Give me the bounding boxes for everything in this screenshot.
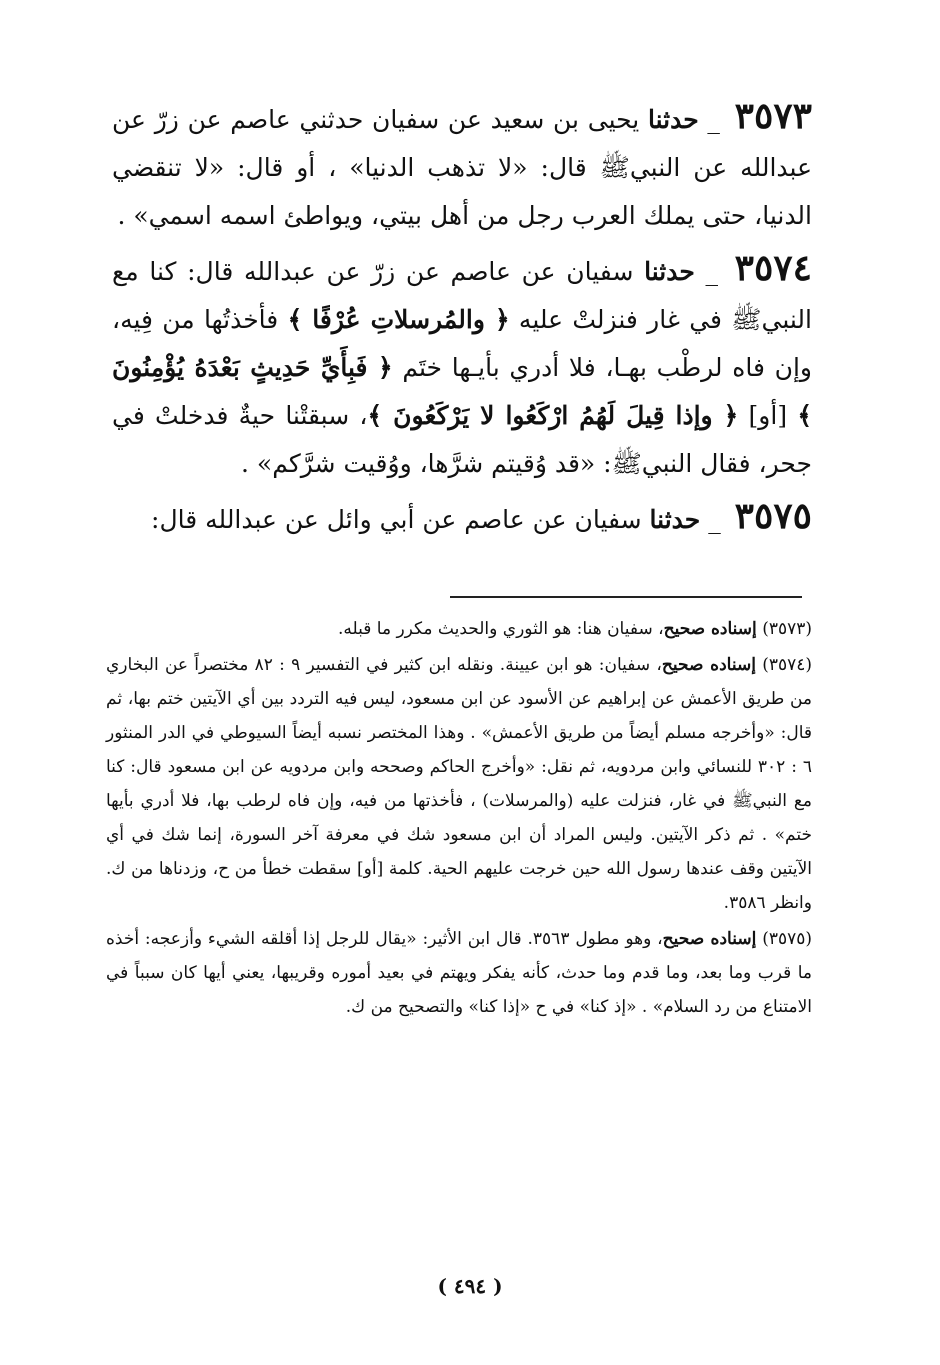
footnote-3573 xyxy=(106,612,812,646)
hadith-dash: _ xyxy=(694,257,729,286)
footnote-text: ، وهو مطول ٣٥٦٣. قال ابن الأثير: «يقال للرجل إذا أقلقه الشيء وأزعجه: أخذه ما قرب وما بعد، وما قدم وما حدث، كأنه يفكر ويهتم في بعيد أموره وقريبها، يعني أيها كان سبباً في الامتناع من رد السلام» . «إذ كنا» في ح «إذا كنا» والتصحيح من ك. xyxy=(106,929,812,1017)
hadith-text: يحيى بن سعيد عن سفيان حدثني عاصم عن زرّ عن عبدالله عن النبيﷺ قال: «لا تذهب الدنيا» ، أو قال: «لا تنقضي الدنيا، حتى يملك العرب رجل من أهل بيتي، ويواطئ اسمه اسمي» . xyxy=(112,105,812,230)
footnote-grade: إسناده صحيح xyxy=(662,929,757,949)
main-text xyxy=(112,92,812,548)
quran-verse: ﴿ والمُرسلاتِ عُرْفًا ﴾ xyxy=(287,305,510,334)
hadith-text: سفيان عن عاصم عن زرّ عن عبدالله قال: كنا مع النبيﷺ في غار فنزلتْ عليه xyxy=(112,257,812,334)
page-number: ( ٤٩٤ ) xyxy=(437,1274,503,1298)
hadith-number: ٣٥٧٣ xyxy=(734,95,812,137)
hadith-text: فأخذتُها من فِيه، وإن فاه لرطْب بهـا، فلا أدري بأيـها ختَم xyxy=(112,305,812,382)
footnote-number: (٣٥٧٣) xyxy=(762,619,812,639)
hadith-label: حدثنا xyxy=(649,505,701,534)
hadith-3575 xyxy=(112,492,812,544)
footnotes xyxy=(106,612,812,1026)
footnote-text: ، سفيان: هو ابن عيينة. ونقله ابن كثير في التفسير ٩ : ٨٢ مختصراً عن البخاري من طريق الأعمش عن إبراهيم عن الأسود عن ابن مسعود، ليس فيه التردد بين أي الآيتين ختم بها، ثم قال: «وأخرجه مسلم أيضاً من طريق الأعمش» . وهذا المختصر نسبه أيضاً السيوطي في الدر المنثور ٦ : ٣٠٢ للنسائي وابن مردويه، ثم نقل: «وأخرج الحاكم وصححه وابن مردويه عن ابن مسعود قال: كنا مع النبيﷺ في غار، فنزلت عليه (والمرسلات) ، فأخذتها من فيه، وإن فاه لرطب بها، فلا أدري بأيها ختم» . ثم ذكر الآيتين. وليس المراد أن ابن مسعود شك في معرفة آخر السورة، إنما شك في أي الآيتين وقف عندها رسول الله حين خرجت عليهم الحية. كلمة [أو] سقطت خطأ من ح، وزدناها من ك. وانظر ٣٥٨٦. xyxy=(106,655,812,913)
footnote-number: (٣٥٧٤) xyxy=(762,655,813,675)
hadith-3574 xyxy=(112,244,812,488)
hadith-text: [أو] xyxy=(738,401,798,430)
footnote-text: ، سفيان هنا: هو الثوري والحديث مكرر ما قبله. xyxy=(337,619,664,639)
hadith-number: ٣٥٧٤ xyxy=(734,247,812,289)
hadith-text: سفيان عن عاصم عن أبي وائل عن عبدالله قال: xyxy=(151,505,650,534)
hadith-dash: _ xyxy=(700,505,729,534)
footnote-grade: إسناده صحيح xyxy=(663,619,757,639)
footnote-3575 xyxy=(106,922,812,1024)
hadith-3573 xyxy=(112,92,812,240)
hadith-dash: _ xyxy=(698,105,729,134)
hadith-label: حدثنا xyxy=(647,105,699,134)
footnote-divider xyxy=(450,596,802,598)
quran-verse: ﴿ فَبِأَيِّ حَدِيثٍ بَعْدَهُ يُؤْمِنُونَ ﴾ xyxy=(112,353,812,430)
footnote-number: (٣٥٧٥) xyxy=(762,929,813,949)
hadith-label: حدثنا xyxy=(644,257,695,286)
footnote-grade: إسناده صحيح xyxy=(661,655,756,675)
footnote-3574 xyxy=(106,648,812,920)
hadith-number: ٣٥٧٥ xyxy=(734,495,812,537)
quran-verse: ﴿ وإذا قِيلَ لَهُمُ ارْكَعُوا لا يَرْكَعُونَ ﴾ xyxy=(367,401,739,430)
hadith-text: ، سبقتْنا حيةٌ فدخلتْ في جحر، فقال النبيﷺ: «قد وُقيتم شرَّها، ووُقيت شرَّكم» . xyxy=(112,401,812,478)
